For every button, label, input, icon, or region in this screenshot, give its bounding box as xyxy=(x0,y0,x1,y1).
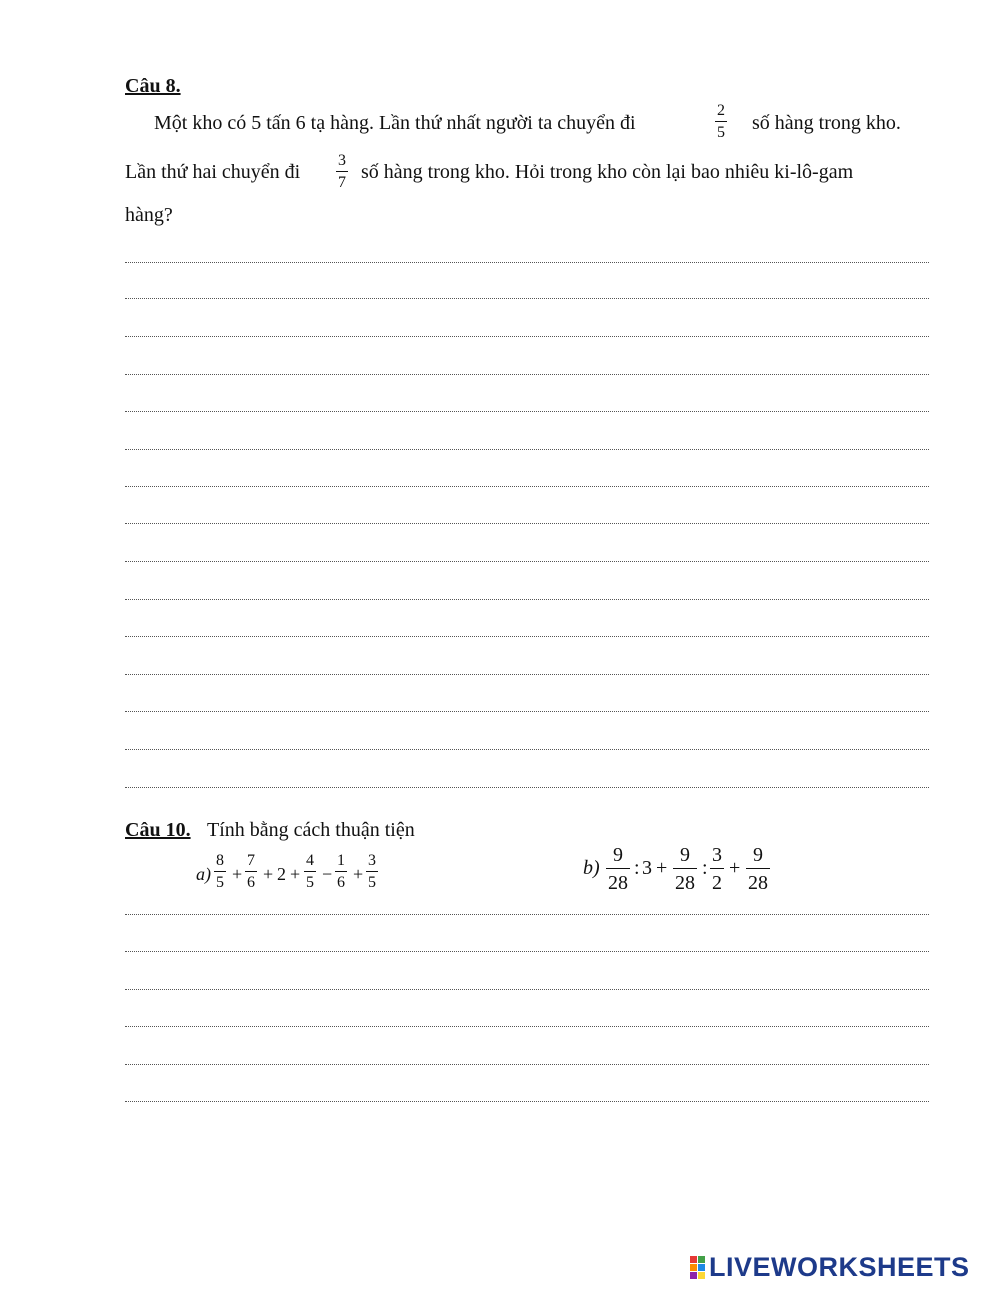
fraction-denominator: 6 xyxy=(337,874,345,891)
answer-line[interactable] xyxy=(125,449,929,450)
fraction-denominator: 6 xyxy=(247,874,255,891)
answer-line[interactable] xyxy=(125,1064,929,1065)
answer-line[interactable] xyxy=(125,674,929,675)
answer-line[interactable] xyxy=(125,787,929,788)
operator: + xyxy=(263,864,274,884)
operator: + xyxy=(729,857,741,879)
expression-a-fraction-3 xyxy=(304,853,316,891)
number: 2 xyxy=(277,864,286,884)
brand-name: LIVEWORKSHEETS xyxy=(709,1252,970,1282)
operator: + xyxy=(232,864,243,884)
fraction-numerator: 9 xyxy=(680,844,690,866)
fraction-numerator: 7 xyxy=(247,852,255,869)
fraction-numerator: 9 xyxy=(613,844,623,866)
fraction-numerator: 4 xyxy=(306,852,314,869)
operator: + xyxy=(656,857,668,879)
answer-line[interactable] xyxy=(125,951,929,952)
expression-a-fraction-1 xyxy=(214,853,226,891)
logo-square xyxy=(690,1264,697,1271)
operator: − xyxy=(322,864,333,884)
question-8-text-line2-a: Lần thứ hai chuyển đi xyxy=(125,161,301,183)
answer-line[interactable] xyxy=(125,561,929,562)
answer-line[interactable] xyxy=(125,989,929,990)
fraction-numerator: 9 xyxy=(753,844,763,866)
answer-line[interactable] xyxy=(125,636,929,637)
fraction-denominator: 28 xyxy=(608,872,628,894)
expression-b-fraction-3 xyxy=(710,845,724,893)
fraction-denominator: 28 xyxy=(748,872,768,894)
expression-b-fraction-4 xyxy=(746,845,770,893)
logo-square xyxy=(698,1272,705,1279)
liveworksheets-logo-icon xyxy=(690,1256,705,1279)
question-8-heading: Câu 8. xyxy=(125,75,181,97)
operator: : xyxy=(702,857,708,879)
answer-line[interactable] xyxy=(125,336,929,337)
logo-square xyxy=(698,1264,705,1271)
logo-square xyxy=(698,1256,705,1263)
fraction-numerator: 3 xyxy=(368,852,376,869)
answer-line[interactable] xyxy=(125,411,929,412)
operator: : xyxy=(634,857,640,879)
question-10-instruction: Tính bằng cách thuận tiện xyxy=(207,819,415,841)
logo-square xyxy=(690,1272,697,1279)
fraction-denominator: 5 xyxy=(368,874,376,891)
fraction-numerator: 3 xyxy=(712,844,722,866)
fraction-numerator: 3 xyxy=(338,152,346,169)
fraction-numerator: 2 xyxy=(717,102,725,119)
answer-line[interactable] xyxy=(125,523,929,524)
fraction-denominator: 5 xyxy=(216,874,224,891)
expression-b-label: b) xyxy=(583,857,600,879)
answer-line[interactable] xyxy=(125,711,929,712)
answer-line[interactable] xyxy=(125,1026,929,1027)
question-8-text-line1-a: Một kho có 5 tấn 6 tạ hàng. Lần thứ nhất người ta chuyển đi xyxy=(154,112,636,134)
question-8-text-line3: hàng? xyxy=(125,204,173,226)
question-8-fraction-2 xyxy=(336,153,348,191)
number: 3 xyxy=(642,857,652,879)
fraction-denominator: 2 xyxy=(712,872,722,894)
expression-b-fraction-1 xyxy=(606,845,630,893)
question-10-heading: Câu 10. xyxy=(125,819,191,841)
question-8-text-line2-b: số hàng trong kho. Hỏi trong kho còn lại bao nhiêu ki-lô-gam xyxy=(361,161,854,183)
answer-line[interactable] xyxy=(125,914,929,915)
fraction-denominator: 28 xyxy=(675,872,695,894)
expression-a-fraction-2 xyxy=(245,853,257,891)
fraction-denominator: 5 xyxy=(717,124,725,141)
answer-line[interactable] xyxy=(125,749,929,750)
answer-line[interactable] xyxy=(125,262,929,263)
fraction-numerator: 8 xyxy=(216,852,224,869)
expression-a-fraction-4 xyxy=(335,853,347,891)
question-8-text-line1-b: số hàng trong kho. xyxy=(752,112,901,134)
expression-b-fraction-2 xyxy=(673,845,697,893)
operator: + xyxy=(353,864,364,884)
logo-square xyxy=(690,1256,697,1263)
answer-line[interactable] xyxy=(125,374,929,375)
answer-line[interactable] xyxy=(125,486,929,487)
liveworksheets-logo xyxy=(690,1252,970,1283)
expression-a-fraction-5 xyxy=(366,853,378,891)
question-8-fraction-1 xyxy=(715,103,727,141)
fraction-denominator: 7 xyxy=(338,174,346,191)
answer-line[interactable] xyxy=(125,298,929,299)
fraction-denominator: 5 xyxy=(306,874,314,891)
operator: + xyxy=(290,864,301,884)
answer-line[interactable] xyxy=(125,599,929,600)
expression-a-label: a) xyxy=(196,864,211,884)
answer-line[interactable] xyxy=(125,1101,929,1102)
fraction-numerator: 1 xyxy=(337,852,345,869)
